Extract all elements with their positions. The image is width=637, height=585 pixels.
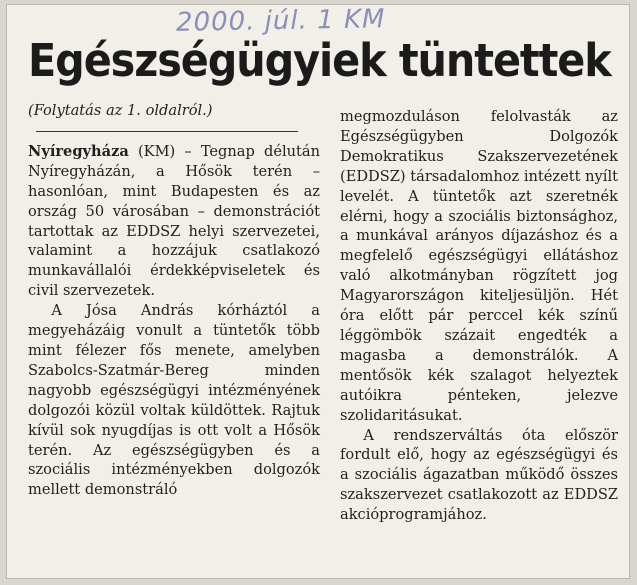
continued-from-note: (Folytatás az 1. oldalról.)	[28, 102, 213, 119]
handwritten-date-note: 2000. júl. 1 KM	[175, 4, 386, 38]
article-paragraph-3: megmozduláson felolvasták az Egészségügyben Dolgozók Demokratikus Szakszervezetének (EDDSZ) társadalomhoz intézett nyílt levelét. A tüntetők azt szeretnék elérni, hogy a szociális biztonsághoz, a munkával arányos díjazáshoz és a megfelelő egészségügyi ellátáshoz való alkotmányban rögzített jog Magyarországon kiteljesüljön. Hét óra előtt pár perccel kék színű léggömbök százait engedték a magasba a demonstrálók. A mentősök kék szalagot helyeztek autóikra pénteken, jelezve szolidaritásukat.	[340, 108, 618, 424]
dateline: Nyíregyháza	[28, 142, 129, 160]
article-paragraph-4: A rendszerváltás óta először fordult elő, hogy az egészségügyi és a szociális ágazatban működő összes szakszervezet csatlakozott az EDDSZ akcióprogramjához.	[340, 426, 618, 524]
separator-rule	[36, 131, 298, 132]
article-paragraph-1	[28, 142, 320, 301]
paragraph-1-text: (KM) – Tegnap délután Nyíregyházán, a Hősök terén – hasonlóan, mint Budapesten és az ország 50 városában – demonstrációt tartottak az EDDSZ helyi szervezetei, valamint a hozzájuk csatlakozó munkavállalói érdekképviseletek és civil szervezetek.	[28, 142, 320, 300]
headline: Egészségügyiek tüntettek	[28, 34, 611, 87]
article-paragraph-2: A Jósa András kórháztól a megyeházáig vonult a tüntetők több mint félezer fős menete, amelyben Szabolcs-Szatmár-Bereg minden nagyobb egészségügyi intézményének dolgozói közül voltak küldöttek. Rajtuk kívül sok nyugdíjas is ott volt a Hősök terén. Az egészségügyben és a szociális intézményekben dolgozók mellett demonstráló	[28, 302, 320, 499]
article-column-right	[340, 107, 618, 525]
article-column-left	[28, 101, 320, 500]
newspaper-clipping	[6, 4, 630, 579]
